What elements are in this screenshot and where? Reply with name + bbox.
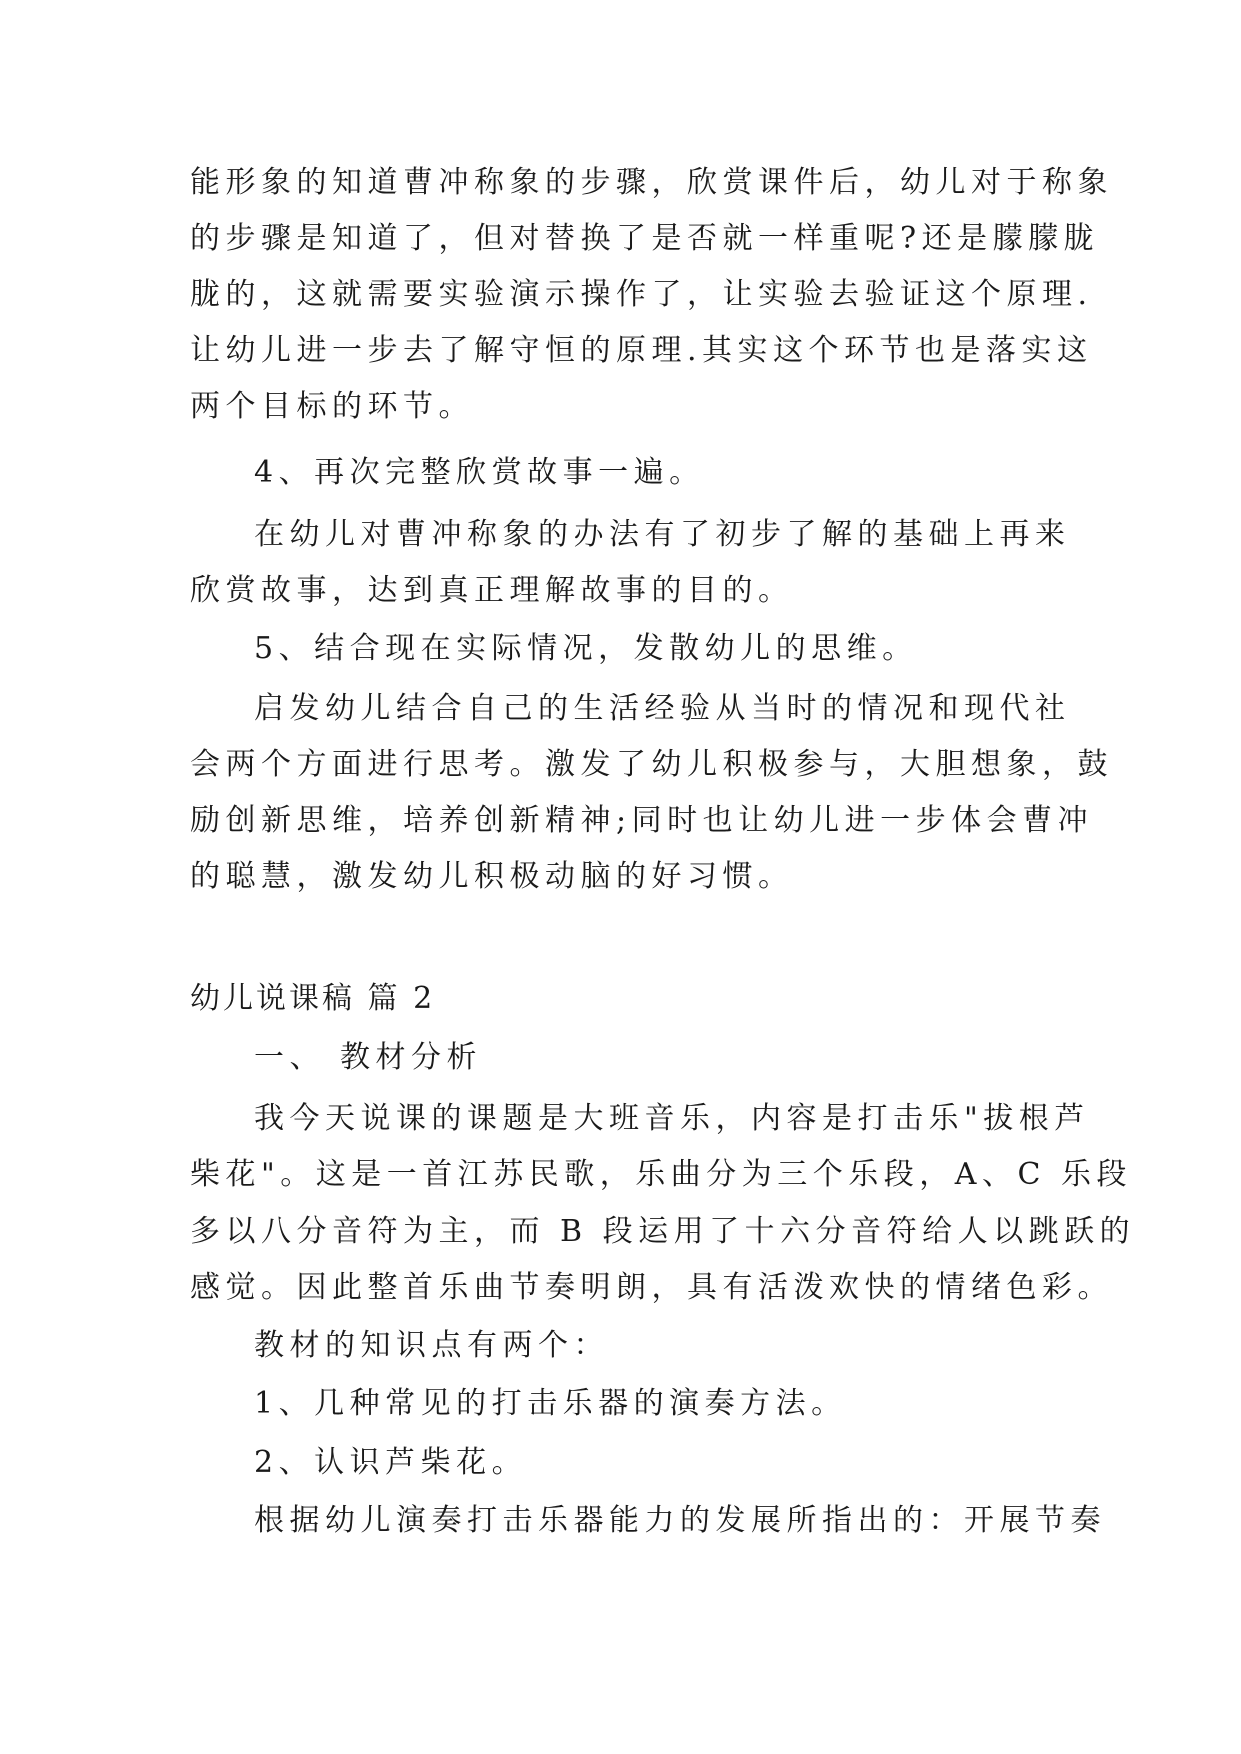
list-item: 1、几种常见的打击乐器的演奏方法。	[254, 1386, 847, 1421]
paragraph-line: 欣赏故事，达到真正理解故事的目的。	[190, 573, 794, 608]
paragraph-line: 根据幼儿演奏打击乐器能力的发展所指出的：开展节奏	[254, 1503, 1106, 1538]
paragraph-line: 多以八分音符为主，而 B 段运用了十六分音符给人以跳跃的	[190, 1214, 1136, 1249]
step-heading: 5、结合现在实际情况，发散幼儿的思维。	[254, 631, 918, 666]
list-item: 2、认识芦柴花。	[254, 1445, 528, 1480]
paragraph-line: 感觉。因此整首乐曲节奏明朗，具有活泼欢快的情绪色彩。	[190, 1270, 1113, 1305]
paragraph-line: 柴花"。这是一首江苏民歌，乐曲分为三个乐段，A、C 乐段	[190, 1157, 1132, 1192]
paragraph-line: 能形象的知道曹冲称象的步骤，欣赏课件后，幼儿对于称象	[190, 165, 1113, 200]
paragraph-line: 让幼儿进一步去了解守恒的原理.其实这个环节也是落实这	[190, 333, 1093, 368]
paragraph-line: 启发幼儿结合自己的生活经验从当时的情况和现代社	[254, 691, 1071, 726]
subheading: 一、 教材分析	[254, 1040, 483, 1075]
paragraph-line: 在幼儿对曹冲称象的办法有了初步了解的基础上再来	[254, 517, 1071, 552]
section-title: 幼儿说课稿 篇 2	[190, 981, 436, 1016]
paragraph-line: 的聪慧，激发幼儿积极动脑的好习惯。	[190, 859, 794, 894]
paragraph-line: 教材的知识点有两个：	[254, 1328, 609, 1363]
paragraph-line: 我今天说课的课题是大班音乐，内容是打击乐"拔根芦	[254, 1101, 1090, 1136]
paragraph-line: 胧的，这就需要实验演示操作了，让实验去验证这个原理.	[190, 277, 1093, 312]
paragraph-line: 的步骤是知道了，但对替换了是否就一样重呢?还是朦朦胧	[190, 221, 1100, 256]
paragraph-line: 两个目标的环节。	[190, 389, 474, 424]
paragraph-line: 会两个方面进行思考。激发了幼儿积极参与，大胆想象，鼓	[190, 747, 1113, 782]
paragraph-line: 励创新思维，培养创新精神;同时也让幼儿进一步体会曹冲	[190, 803, 1094, 838]
step-heading: 4、再次完整欣赏故事一遍。	[254, 455, 705, 490]
